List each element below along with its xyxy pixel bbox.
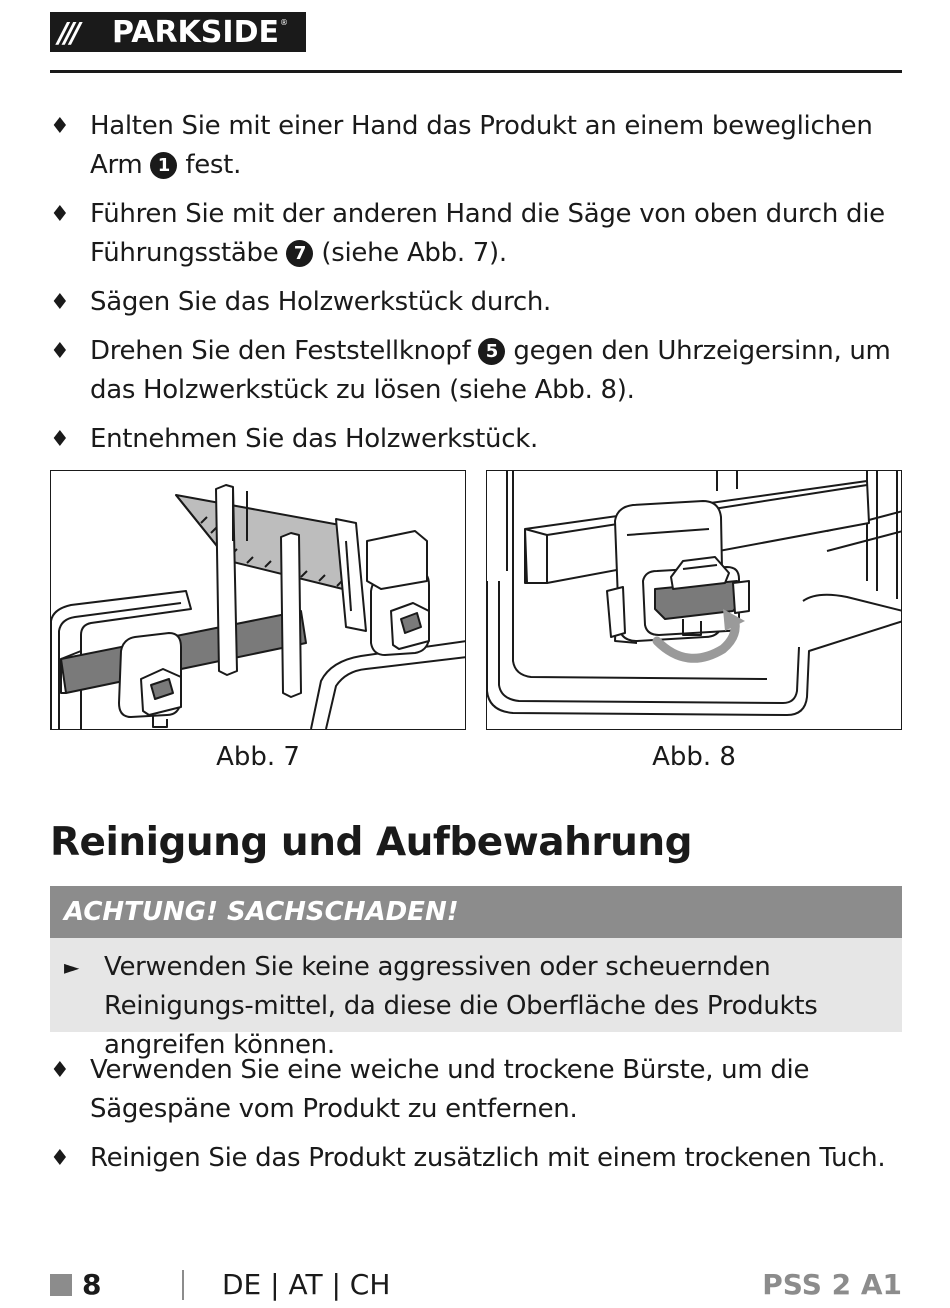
saw-cutting-illustration (51, 471, 466, 730)
figure-7-illustration (50, 470, 466, 730)
warning-heading: ACHTUNG! SACHSCHADEN! (50, 886, 902, 938)
instruction-list (50, 107, 910, 469)
reference-number-badge: 1 (150, 152, 177, 179)
header-divider (50, 70, 902, 73)
reference-number-badge: 7 (286, 240, 313, 267)
figure-8-illustration (486, 470, 902, 730)
cleaning-item: ♦ Reinigen Sie das Produkt zusätzlich mit einem trockenen Tuch. (50, 1139, 910, 1178)
diamond-bullet-icon: ♦ (50, 290, 70, 315)
instruction-item: ♦ Sägen Sie das Holzwerkstück durch. (50, 283, 910, 322)
logo-slashes: /// (58, 15, 77, 49)
footer-divider (182, 1270, 184, 1300)
diamond-bullet-icon: ♦ (50, 1058, 70, 1083)
page-number: 8 (82, 1268, 102, 1301)
model-number: PSS 2 A1 (762, 1268, 902, 1301)
diamond-bullet-icon: ♦ (50, 339, 70, 364)
footer-square-icon (50, 1274, 72, 1296)
instruction-item: ♦ Drehen Sie den Feststellknopf 5 gegen den Uhrzeigersinn, um das Holzwerkstück zu lösen (siehe Abb. 8). (50, 332, 910, 410)
instruction-item: ♦ Halten Sie mit einer Hand das Produkt an einem beweglichen Arm 1 fest. (50, 107, 910, 185)
logo-brand: PARKSIDE (112, 14, 279, 50)
reference-number-badge: 5 (478, 338, 505, 365)
instruction-item: ♦ Führen Sie mit der anderen Hand die Säge von oben durch die Führungsstäbe 7 (siehe Abb. 7). (50, 195, 910, 273)
warning-body (50, 938, 902, 1060)
cleaning-item: ♦ Verwenden Sie eine weiche und trockene Bürste, um die Sägespäne vom Produkt zu entfernen. (50, 1051, 910, 1129)
diamond-bullet-icon: ♦ (50, 427, 70, 452)
figure-8-caption: Abb. 8 (652, 742, 736, 772)
diamond-bullet-icon: ♦ (50, 1146, 70, 1171)
diamond-bullet-icon: ♦ (50, 114, 70, 139)
triangle-arrow-icon: ► (64, 955, 80, 979)
logo-registered-mark: ® (279, 17, 288, 27)
country-codes: DE | AT | CH (222, 1268, 391, 1301)
cleaning-list (50, 1051, 910, 1188)
parkside-logo (50, 12, 306, 52)
page-footer (50, 1268, 902, 1308)
section-title: Reinigung und Aufbewahrung (50, 820, 693, 865)
instruction-item: ♦ Entnehmen Sie das Holzwerkstück. (50, 420, 910, 459)
knob-release-illustration (487, 471, 902, 730)
diamond-bullet-icon: ♦ (50, 202, 70, 227)
warning-text: Verwenden Sie keine aggressiven oder scheuernden Reinigungs-mittel, da diese die Oberfläche des Produkts angreifen können. (104, 952, 818, 1060)
figure-7-caption: Abb. 7 (216, 742, 300, 772)
